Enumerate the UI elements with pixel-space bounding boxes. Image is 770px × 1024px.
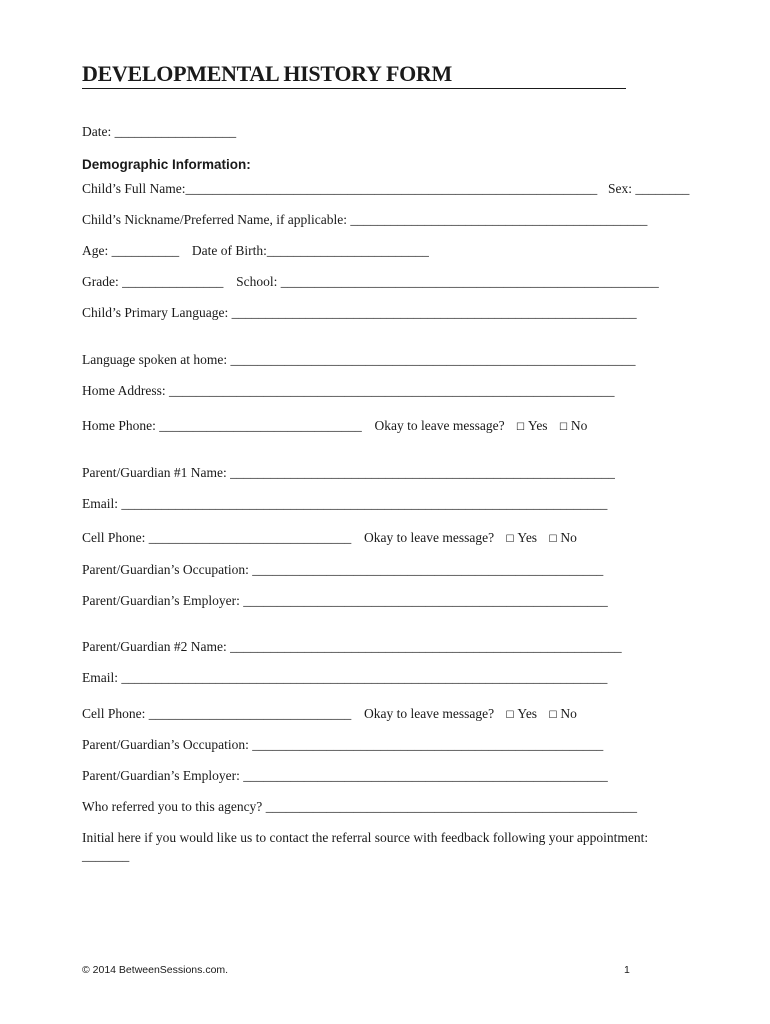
guardian1-name-label: Parent/Guardian #1 Name:	[82, 465, 231, 480]
guardian1-occupation-row	[82, 562, 603, 578]
guardian2-occupation-label: Parent/Guardian’s Occupation:	[82, 737, 253, 752]
initial-field[interactable]: _______	[82, 848, 130, 863]
initial-row	[82, 830, 648, 846]
nickname-label: Child’s Nickname/Preferred Name, if applicable:	[82, 212, 351, 227]
guardian1-cell-label: Cell Phone:	[82, 530, 149, 545]
date-field[interactable]: __________________	[114, 124, 237, 139]
section-heading: Demographic Information:	[82, 157, 251, 172]
guardian1-email-field[interactable]: ________________________________________________________________________	[121, 496, 608, 511]
page-title: DEVELOPMENTAL HISTORY FORM	[82, 61, 626, 89]
dob-field[interactable]: ________________________	[266, 243, 429, 258]
referral-label: Who referred you to this agency?	[82, 799, 266, 814]
home-language-field[interactable]: ____________________________________________________________	[230, 352, 636, 367]
home-phone-label: Home Phone:	[82, 418, 160, 433]
guardian2-cell-label: Cell Phone:	[82, 706, 149, 721]
guardian2-cell-row	[82, 706, 577, 724]
guardian2-email-field[interactable]: ________________________________________________________________________	[121, 670, 608, 685]
initial-text: Initial here if you would like us to contact the referral source with feedback following your appointment:	[82, 830, 649, 845]
guardian1-employer-label: Parent/Guardian’s Employer:	[82, 593, 244, 608]
sex-label: Sex:	[608, 181, 636, 196]
sex-field[interactable]: ________	[635, 181, 690, 196]
guardian1-message-label: Okay to leave message?	[364, 530, 495, 545]
checkbox-icon[interactable]: ☐	[505, 710, 515, 721]
guardian1-cell-field[interactable]: ______________________________	[148, 530, 352, 545]
guardian2-occupation-field[interactable]: ____________________________________________________	[252, 737, 604, 752]
date-row	[82, 124, 236, 140]
checkbox-icon[interactable]: ☐	[548, 534, 558, 545]
guardian1-occupation-field[interactable]: ____________________________________________________	[252, 562, 604, 577]
guardian2-message-label: Okay to leave message?	[364, 706, 495, 721]
home-phone-row	[82, 418, 587, 436]
school-field[interactable]: ________________________________________________________	[280, 274, 659, 289]
initial-blank-row	[82, 848, 129, 864]
grade-field[interactable]: _______________	[122, 274, 224, 289]
child-name-label: Child’s Full Name:	[82, 181, 186, 196]
copyright-footer: © 2014 BetweenSessions.com.	[82, 964, 229, 976]
child-name-field[interactable]: _____________________________________________________________	[185, 181, 598, 196]
guardian1-email-label: Email:	[82, 496, 122, 511]
home-phone-field[interactable]: ______________________________	[159, 418, 362, 433]
school-label: School:	[236, 274, 281, 289]
grade-label: Grade:	[82, 274, 123, 289]
guardian2-employer-field[interactable]: ______________________________________________________	[243, 768, 608, 783]
guardian1-email-row	[82, 496, 607, 512]
guardian1-name-row	[82, 465, 615, 481]
no-label: No	[560, 706, 577, 721]
guardian2-email-row	[82, 670, 607, 686]
guardian1-cell-row	[82, 530, 577, 548]
date-label: Date:	[82, 124, 115, 139]
nickname-field[interactable]: ____________________________________________	[350, 212, 648, 227]
age-label: Age:	[82, 243, 112, 258]
grade-row	[82, 274, 659, 290]
home-address-row	[82, 383, 615, 399]
yes-label: Yes	[517, 706, 538, 721]
guardian1-employer-row	[82, 593, 608, 609]
no-label: No	[560, 530, 577, 545]
guardian2-employer-row	[82, 768, 608, 784]
yes-label: Yes	[517, 530, 538, 545]
home-language-row	[82, 352, 635, 368]
nickname-row	[82, 212, 647, 228]
checkbox-icon[interactable]: ☐	[505, 534, 515, 545]
guardian2-name-label: Parent/Guardian #2 Name:	[82, 639, 231, 654]
age-field[interactable]: __________	[111, 243, 180, 258]
home-address-label: Home Address:	[82, 383, 169, 398]
referral-field[interactable]: _______________________________________________________	[265, 799, 637, 814]
primary-language-label: Child’s Primary Language:	[82, 305, 232, 320]
guardian2-name-field[interactable]: __________________________________________________________	[230, 639, 622, 654]
guardian1-occupation-label: Parent/Guardian’s Occupation:	[82, 562, 253, 577]
referral-row	[82, 799, 637, 815]
yes-label: Yes	[527, 418, 548, 433]
primary-language-field[interactable]: ____________________________________________________________	[231, 305, 637, 320]
checkbox-icon[interactable]: ☐	[515, 422, 525, 433]
home-address-field[interactable]: __________________________________________________________________	[169, 383, 615, 398]
primary-language-row	[82, 305, 637, 321]
home-phone-message-label: Okay to leave message?	[374, 418, 505, 433]
dob-label: Date of Birth:	[191, 243, 267, 258]
guardian2-cell-field[interactable]: ______________________________	[148, 706, 352, 721]
guardian2-name-row	[82, 639, 622, 655]
guardian1-name-field[interactable]: _________________________________________________________	[230, 465, 615, 480]
child-name-row	[82, 181, 689, 197]
checkbox-icon[interactable]: ☐	[548, 710, 558, 721]
guardian2-email-label: Email:	[82, 670, 122, 685]
page-number: 1	[624, 964, 630, 976]
guardian2-employer-label: Parent/Guardian’s Employer:	[82, 768, 244, 783]
checkbox-icon[interactable]: ☐	[558, 422, 568, 433]
no-label: No	[570, 418, 588, 433]
guardian2-occupation-row	[82, 737, 603, 753]
age-row	[82, 243, 429, 259]
home-language-label: Language spoken at home:	[82, 352, 231, 367]
guardian1-employer-field[interactable]: ______________________________________________________	[243, 593, 608, 608]
